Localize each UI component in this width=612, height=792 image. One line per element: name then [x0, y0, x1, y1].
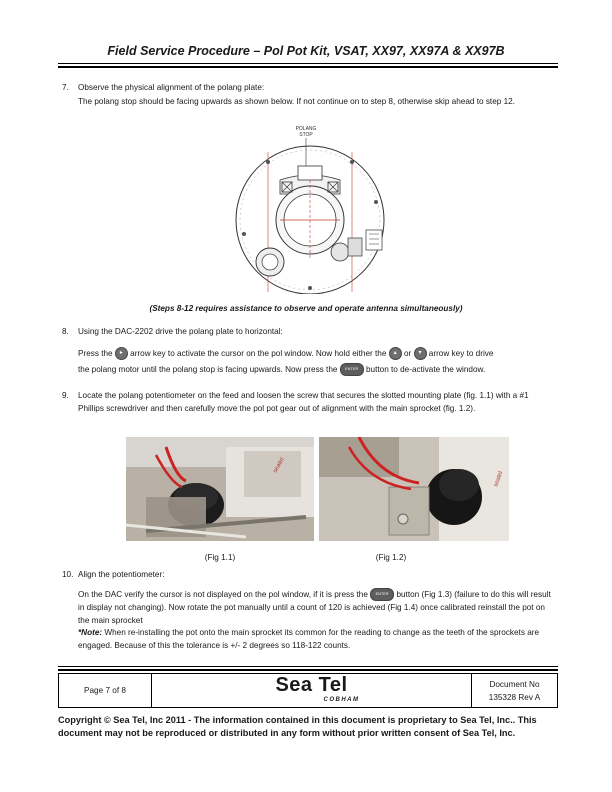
step-10-note-label: *Note: — [78, 628, 103, 637]
footer-doc-cell — [472, 674, 557, 707]
cobham-logo: COBHAM — [323, 697, 360, 703]
footer-doc-label: Document No — [489, 680, 540, 689]
step-8-text-1: Press the — [78, 349, 113, 358]
enter-key-icon: ENTER — [370, 588, 394, 601]
step-10-body — [78, 588, 556, 627]
down-arrow-key-icon: ▾ — [414, 347, 427, 360]
step-10-text-2: button (Fig 1.3) (failure to do this will result in display not changing). Now rotate the pot manually until a count of 120 is achieved (Fig 1.4) once calibrated reinstall the pot on the main sprocket — [78, 590, 551, 626]
diagram-label-polang: POLANG — [295, 126, 317, 132]
step-8-number: 8. — [62, 327, 69, 336]
step-7-title: Observe the physical alignment of the polang plate: — [78, 83, 265, 92]
step-7-note: (Steps 8-12 requires assistance to observe and operate antenna simultaneously) — [149, 304, 463, 313]
step-8-text-6: button to de-activate the window. — [365, 365, 486, 374]
footer-page-cell — [59, 674, 152, 707]
step-8-text-2: arrow key to activate the cursor on the pol window. Now hold either the — [130, 349, 387, 358]
step-8-text-4: arrow key to drive — [428, 349, 494, 358]
step-10-note-text: When re-installing the pot onto the main sprocket its common for the reading to change as the teeth of the sprockets are engaged. Because of this the tolerance is +/- 2 degrees so 118-122 counts. — [78, 628, 540, 650]
step-8-text-5: the polang motor until the polang stop is facing upwards. Now press the — [78, 365, 338, 374]
step-9-body: Locate the polang potentiometer on the feed and loosen the screw that secures the slotted mounting plate (fig. 1.1) with a #1 Phillips screwdriver and then carefully move the pol pot gear out of alignment with the main sprocket (fig. 1.2). — [78, 391, 529, 413]
step-10-number: 10. — [62, 570, 74, 579]
footer-doc-number: 135328 Rev A — [488, 693, 541, 702]
step-10-note — [78, 626, 556, 652]
step-7-number: 7. — [62, 83, 69, 92]
step-7-body: The polang stop should be facing upwards as shown below. If not continue on to step 8, otherwise skip ahead to step 12. — [78, 97, 515, 106]
fig-1-2-photo — [319, 437, 509, 541]
step-8-line-1 — [78, 347, 558, 360]
step-10-text-1: On the DAC verify the cursor is not displayed on the pol window, if it is press the — [78, 590, 368, 599]
diagram-label-stop: STOP — [299, 132, 313, 138]
fig-1-1-photo — [126, 437, 314, 541]
footer-table — [58, 673, 558, 708]
svg-text:seatel: seatel — [272, 457, 286, 474]
header-rule-thick — [58, 66, 558, 68]
fig-1-1-caption: (Fig 1.1) — [204, 553, 236, 562]
svg-text:seatel: seatel — [493, 470, 505, 488]
step-9-number: 9. — [62, 391, 69, 400]
header-rule — [58, 63, 558, 64]
footer-rule — [58, 666, 558, 667]
polang-plate-diagram — [228, 122, 396, 294]
footer-rule-thick — [58, 669, 558, 671]
enter-key-icon: ENTER — [340, 363, 364, 376]
right-arrow-key-icon: ▸ — [115, 347, 128, 360]
step-8-line-2 — [78, 363, 558, 376]
footer-logo-cell — [152, 674, 472, 707]
step-10-title: Align the potentiometer: — [78, 570, 165, 579]
step-8-title: Using the DAC-2202 drive the polang plate to horizontal: — [78, 327, 283, 336]
sea-tel-logo: Sea Tel — [275, 674, 348, 696]
footer-page-number: Page 7 of 8 — [84, 686, 126, 695]
up-arrow-key-icon: ▴ — [389, 347, 402, 360]
page-header-title: Field Service Procedure – Pol Pot Kit, VSAT, XX97, XX97A & XX97B — [107, 44, 505, 58]
step-8-text-3: or — [403, 349, 412, 358]
fig-1-2-caption: (Fig 1.2) — [375, 553, 407, 562]
copyright-notice: Copyright © Sea Tel, Inc 2011 - The information contained in this document is proprietary to Sea Tel, Inc.. This document may not be reproduced or distributed in any form without prior written consent of Sea Tel, Inc. — [58, 715, 537, 738]
